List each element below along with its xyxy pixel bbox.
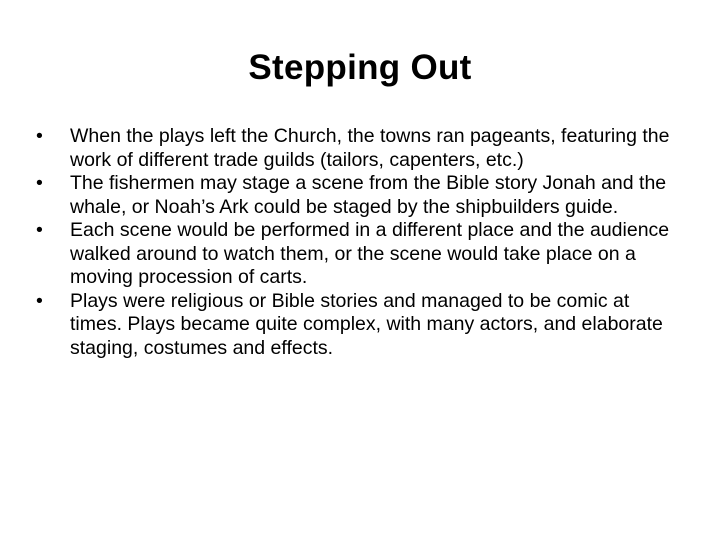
bullet-text: Each scene would be performed in a different place and the audience walked around to watch them, or the scene would take place on a moving procession of carts. bbox=[70, 219, 670, 288]
bullet-icon: • bbox=[36, 172, 43, 194]
slide-title: Stepping Out bbox=[248, 48, 472, 87]
bullet-icon: • bbox=[36, 125, 43, 147]
bullet-item bbox=[36, 125, 686, 172]
bullet-text: Plays were religious or Bible stories and managed to be comic at times. Plays became quite complex, with many actors, and elaborate staging, costumes and effects. bbox=[70, 289, 663, 359]
bullet-text: When the plays left the Church, the towns ran pageants, featuring the work of different trade guilds (tailors, capenters, etc.) bbox=[70, 125, 670, 171]
bullet-item bbox=[36, 172, 686, 219]
bullet-list bbox=[36, 125, 686, 360]
bullet-text: The fishermen may stage a scene from the Bible story Jonah and the whale, or Noah’s Ark could be staged by the shipbuilders guide. bbox=[70, 172, 667, 218]
bullet-item bbox=[36, 290, 686, 361]
bullet-icon: • bbox=[36, 289, 43, 312]
bullet-icon: • bbox=[36, 219, 43, 241]
bullet-item bbox=[36, 219, 686, 290]
